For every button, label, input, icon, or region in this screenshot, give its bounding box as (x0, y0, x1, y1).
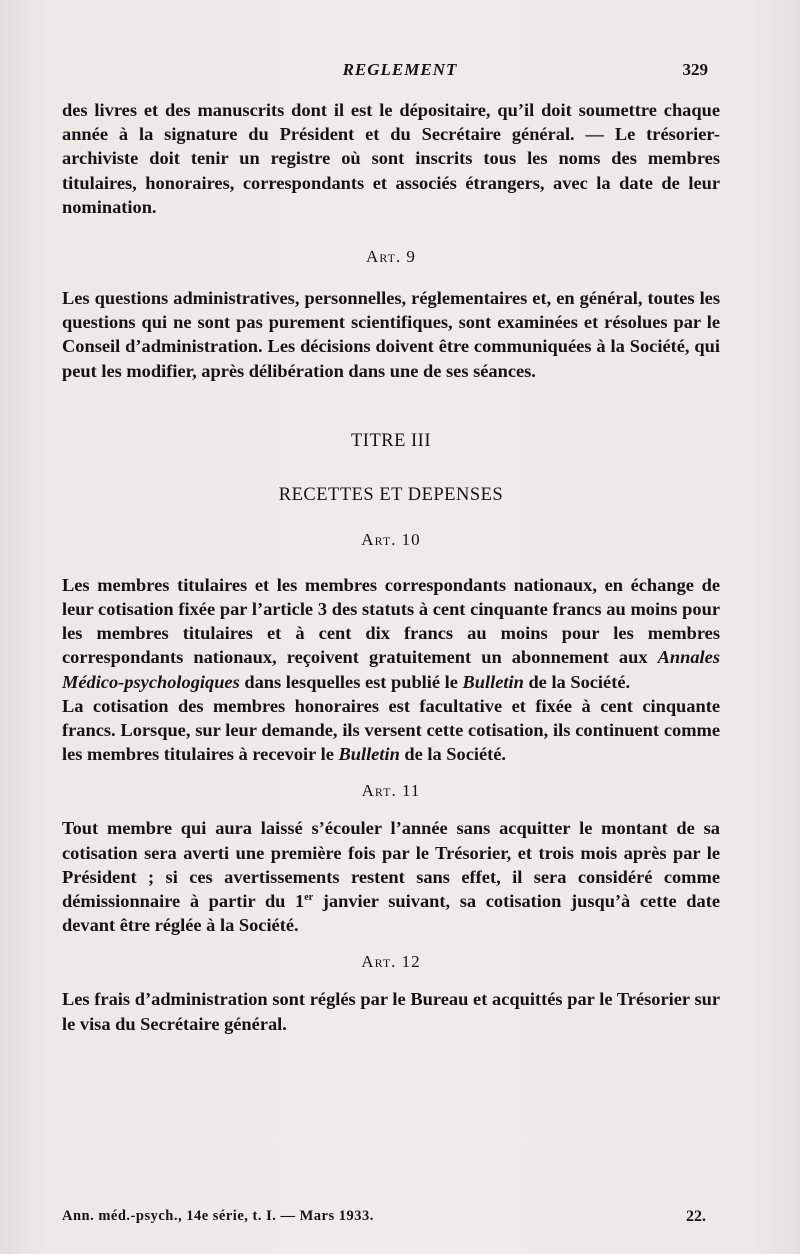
titre-subheading: RECETTES ET DEPENSES (278, 484, 504, 505)
titre-heading: TITRE III (350, 430, 431, 451)
article-11-text: Tout membre qui aura laissé s’écouler l’année sans acquitter le montant de sa cotisation sera averti une première fois par le Trésorier, et trois mois après par le Président ; si ces avertissements restent sans effet, il sera considéré comme démissionnaire à partir du 1er janvier suivant, sa cotisation jusqu’à cette date devant être réglée à la Société. (62, 818, 720, 936)
article-label: Art. 12 (361, 952, 421, 972)
page-number: 329 (682, 60, 708, 79)
article-heading-12 (62, 952, 720, 972)
article-heading-9 (62, 247, 720, 267)
article-12-text: Les frais d’administration sont réglés par le Bureau et acquittés par le Trésorier sur le visa du Secrétaire général. (62, 989, 720, 1034)
article-label: Art. 11 (361, 781, 421, 801)
page-header (0, 60, 800, 84)
page-footer (62, 1208, 720, 1232)
article-10-text-2: La cotisation des membres honoraires est facultative et fixée à cent cinquante francs. Lorsque, sur leur demande, ils versent cette cotisation, ils continuent comme les membres titulaires à recevoir le Bulletin de la Société. (62, 695, 720, 765)
journal-citation: Ann. méd.-psych., 14e série, t. I. — Mars 1933. (62, 1208, 374, 1224)
article-10-text: Les membres titulaires et les membres correspondants nationaux, en échange de leur cotisation fixée par l’article 3 des statuts à cent cinquante francs au moins pour les membres titulaires et à cent dix francs au moins pour les membres correspondants nationaux, reçoivent gratuitement un abonnement aux Annales Médico-psychologiques dans lesquelles est publié le Bulletin de la Société. (62, 574, 720, 692)
article-9-text: Les questions administratives, personnelles, réglementaires et, en général, toutes les questions qui ne sont pas purement scientifiques, sont examinées et résolues par le Conseil d’administration. Les décisions doivent être communiquées à la Société, qui peut les modifier, après délibération dans une de ses séances. (62, 288, 720, 381)
article-label: Art. 9 (366, 247, 416, 267)
paragraph-continuation: des livres et des manuscrits dont il est le dépositaire, qu’il doit soumettre chaque année à la signature du Président et du Secrétaire général. — Le trésorier-archiviste doit tenir un registre où sont inscrits tous les noms des membres titulaires, honoraires, correspondants et associés étrangers, avec la date de leur nomination. (62, 100, 720, 217)
article-heading-11 (62, 781, 720, 801)
article-label: Art. 10 (361, 529, 421, 549)
page-body (62, 98, 720, 1036)
running-title: REGLEMENT (342, 60, 458, 79)
signature-mark: 22. (686, 1208, 706, 1225)
article-heading-10 (62, 530, 720, 550)
